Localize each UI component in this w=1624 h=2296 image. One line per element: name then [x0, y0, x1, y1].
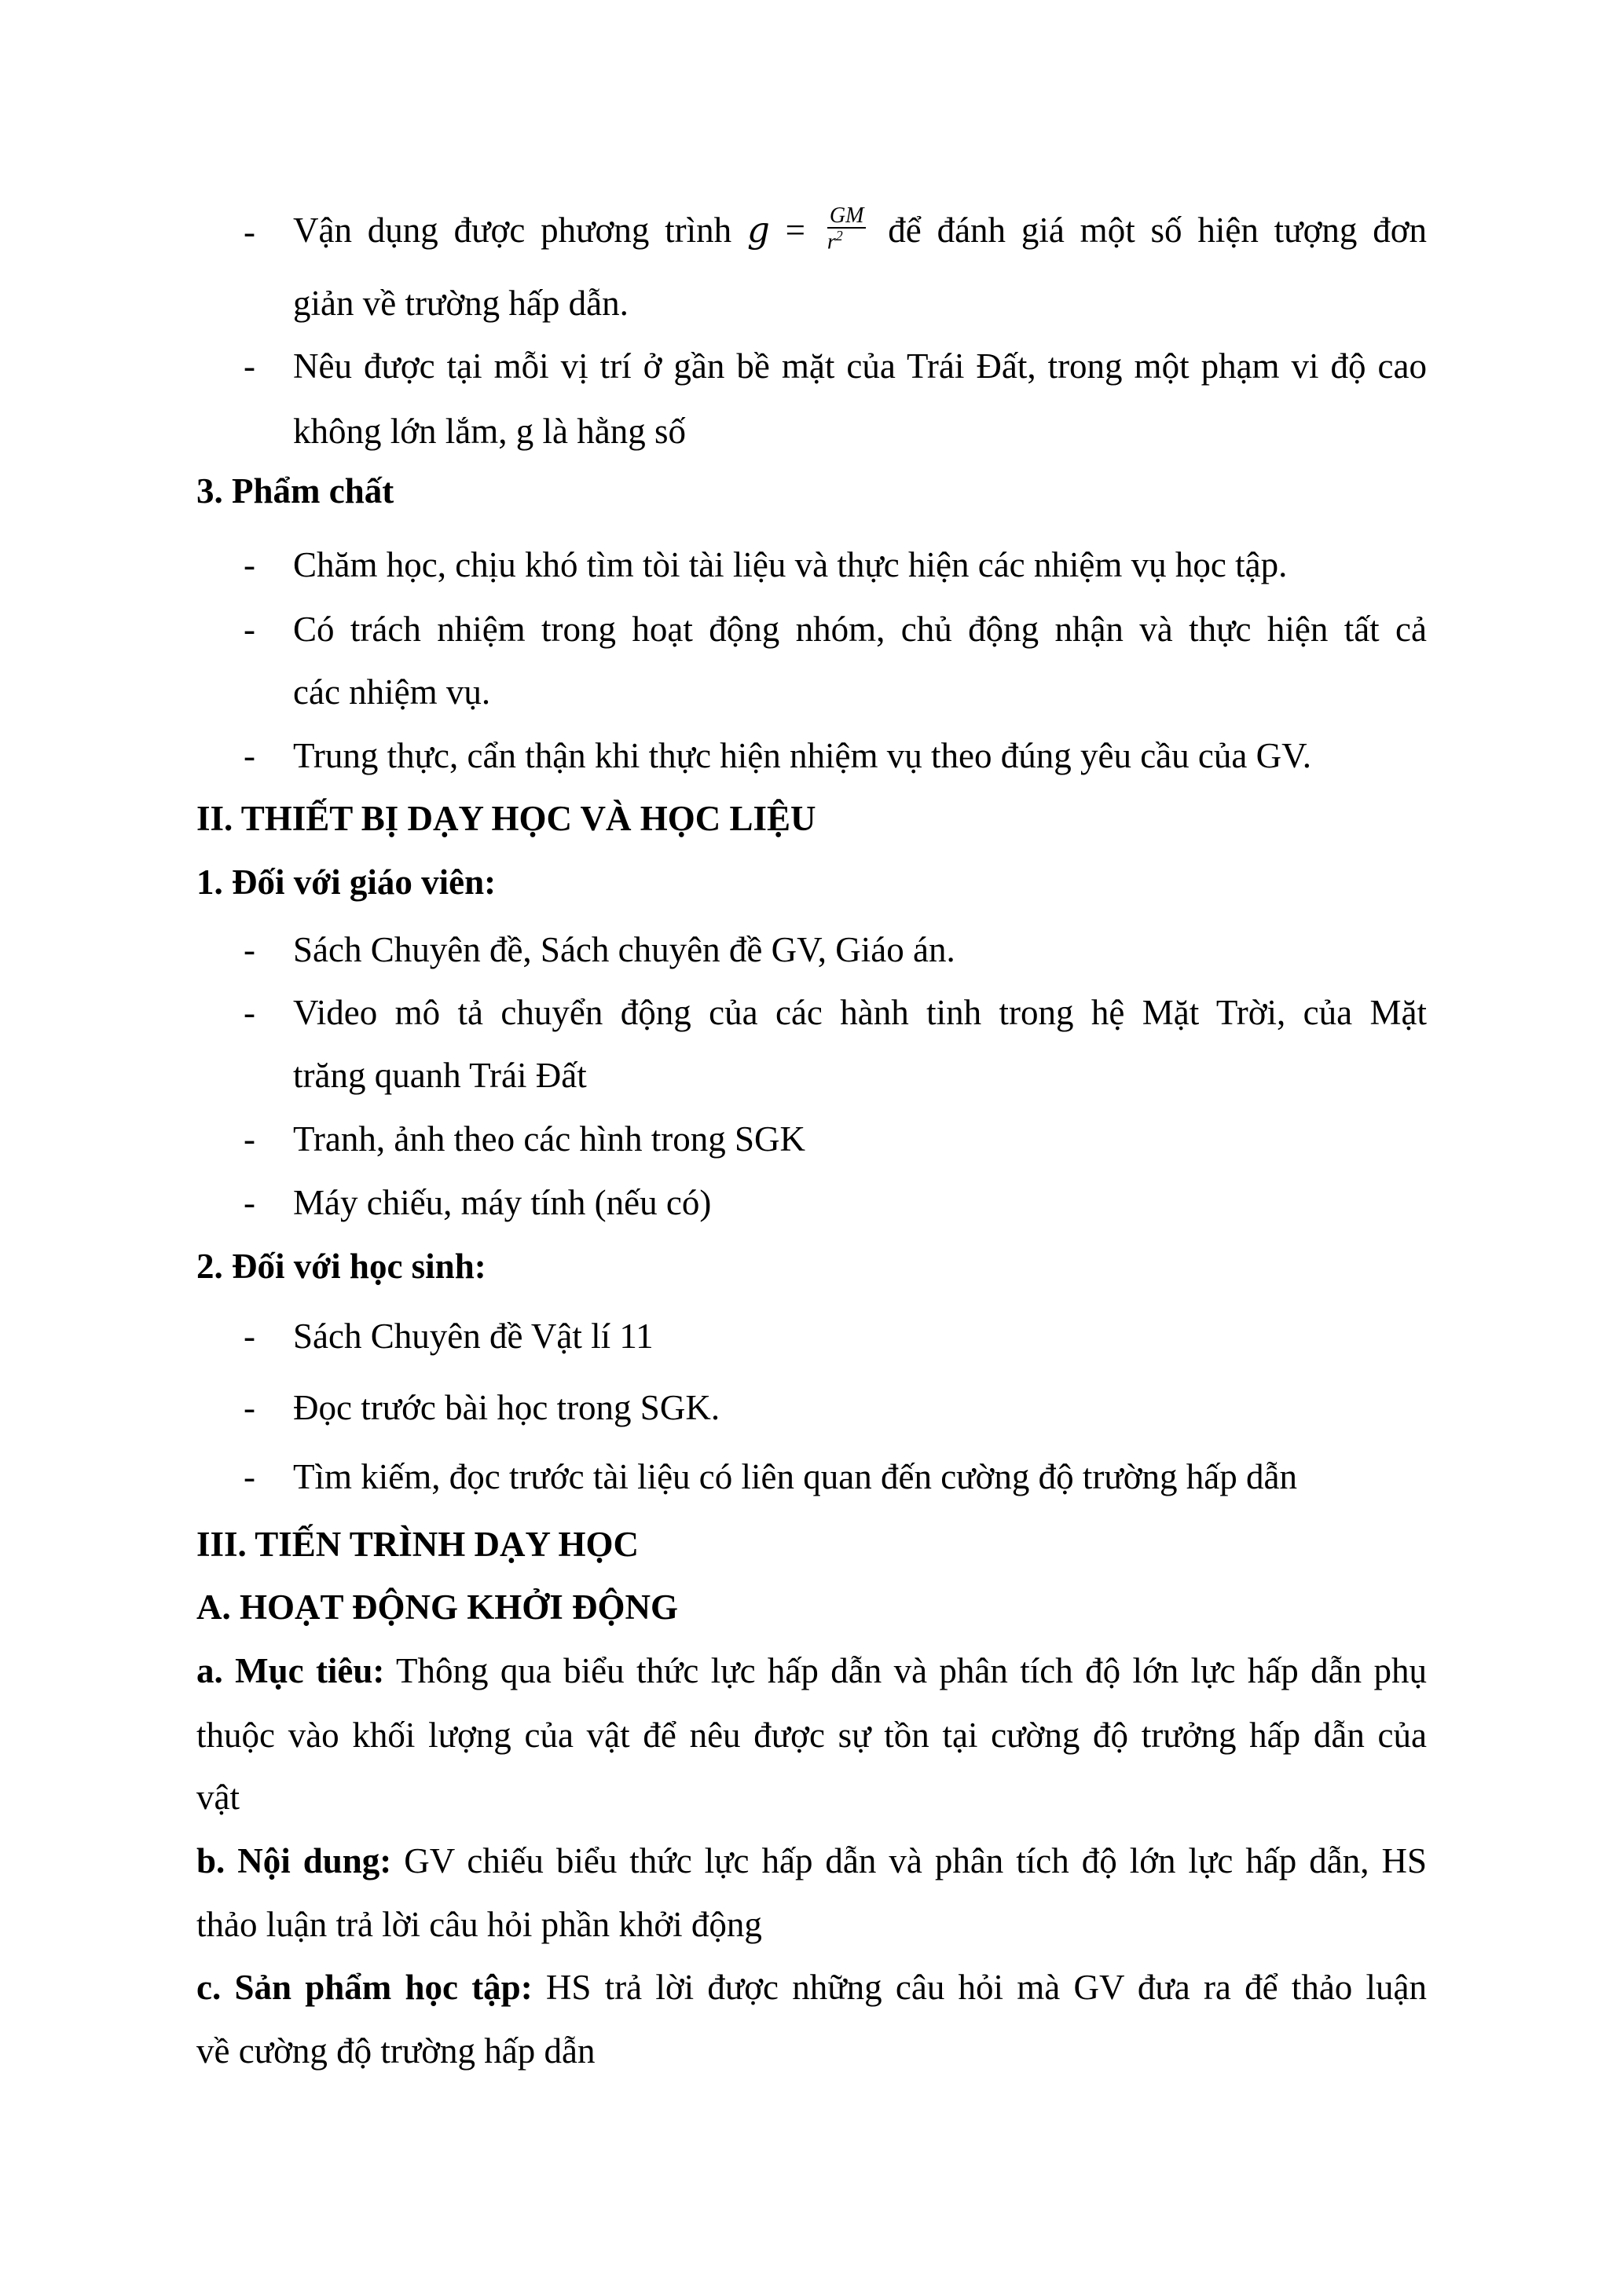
fraction-base: r: [827, 229, 836, 255]
activity-heading: A. HOẠT ĐỘNG KHỞI ĐỘNG: [196, 1587, 678, 1627]
san-pham-label: c. Sản phẩm học tập:: [196, 1968, 533, 2007]
bullet-text: Có trách nhiệm trong hoạt động nhóm, chủ động nhận và thực hiện tất cả: [293, 610, 1427, 649]
bullet-text-line2: các nhiệm vụ.: [293, 672, 491, 712]
noi-dung-line2: thảo luận trả lời câu hỏi phần khởi động: [196, 1905, 762, 1944]
muc-tieu-label: a. Mục tiêu:: [196, 1651, 385, 1690]
bullet-text-line2: không lớn lắm, g là hằng số: [293, 412, 686, 451]
muc-tieu-line1: [196, 1653, 1427, 1689]
bullet-dash: -: [244, 993, 255, 1032]
san-pham-text: HS trả lời được những câu hỏi mà GV đưa ra để thảo luận: [532, 1968, 1427, 2007]
bullet-text: Tìm kiếm, đọc trước tài liệu có liên quan đến cường độ trường hấp dẫn: [293, 1457, 1297, 1496]
bullet-dash: -: [244, 1183, 255, 1222]
bullet-dash: -: [244, 212, 255, 251]
bullet-text: Video mô tả chuyển động của các hành tinh trong hệ Mặt Trời, của Mặt: [293, 993, 1427, 1032]
section-heading-pham-chat: 3. Phẩm chất: [196, 471, 394, 511]
bullet-text: Sách Chuyên đề Vật lí 11: [293, 1316, 654, 1356]
bullet-text: Nêu được tại mỗi vị trí ở gần bề mặt của Trái Đất, trong một phạm vi độ cao: [293, 346, 1427, 386]
fraction-numerator: GM: [827, 204, 867, 229]
bullet-dash: -: [244, 1119, 255, 1159]
section-heading-thiet-bi: II. THIẾT BỊ DẠY HỌC VÀ HỌC LIỆU: [196, 799, 816, 838]
subheading-giao-vien: 1. Đối với giáo viên:: [196, 862, 497, 902]
san-pham-line2: về cường độ trường hấp dẫn: [196, 2031, 596, 2071]
equation-lhs: g: [746, 208, 770, 251]
bullet-dash: -: [244, 1388, 255, 1427]
bullet-text: Đọc trước bài học trong SGK.: [293, 1388, 720, 1427]
bullet-text: Máy chiếu, máy tính (nếu có): [293, 1183, 712, 1222]
bullet-dash: -: [244, 736, 255, 775]
bullet-dash: -: [244, 930, 255, 969]
bullet-text-line2: giản về trường hấp dẫn.: [293, 284, 629, 323]
equation-fraction: [827, 204, 867, 254]
bullet-text: Tranh, ảnh theo các hình trong SGK: [293, 1119, 805, 1159]
bullet-text: Chăm học, chịu khó tìm tòi tài liệu và thực hiện các nhiệm vụ học tập.: [293, 545, 1288, 584]
bullet-dash: -: [244, 1316, 255, 1356]
fraction-exponent: 2: [835, 228, 843, 244]
subheading-hoc-sinh: 2. Đối với học sinh:: [196, 1247, 486, 1286]
san-pham-line1: [196, 1970, 1427, 2005]
noi-dung-label: b. Nội dung:: [196, 1841, 392, 1880]
bullet-dash: -: [244, 1457, 255, 1496]
section-heading-tien-trinh: III. TIẾN TRÌNH DẠY HỌC: [196, 1525, 640, 1564]
bullet-text: Trung thực, cẩn thận khi thực hiện nhiệm vụ theo đúng yêu cầu của GV.: [293, 736, 1312, 775]
bullet-dash: -: [244, 545, 255, 584]
noi-dung-text: GV chiếu biểu thức lực hấp dẫn và phân tích độ lớn lực hấp dẫn, HS: [391, 1841, 1428, 1880]
bullet-equation-line: [293, 203, 1428, 258]
bullet-text-line2: trăng quanh Trái Đất: [293, 1056, 587, 1095]
muc-tieu-text: Thông qua biểu thức lực hấp dẫn và phân tích độ lớn lực hấp dẫn phụ: [384, 1651, 1427, 1690]
equation-sign: =: [785, 210, 806, 250]
bullet-text-continued: để đánh giá một số hiện tượng đơn: [872, 210, 1428, 250]
muc-tieu-line3: vật: [196, 1778, 240, 1817]
muc-tieu-line2: thuộc vào khối lượng của vật để nêu được sự tồn tại cường độ trưởng hấp dẫn của: [196, 1716, 1427, 1755]
noi-dung-line1: [196, 1841, 1428, 1880]
fraction-denominator: [827, 229, 867, 254]
bullet-dash: -: [244, 346, 255, 386]
bullet-text: Sách Chuyên đề, Sách chuyên đề GV, Giáo án.: [293, 930, 955, 969]
bullet-dash: -: [244, 610, 255, 649]
bullet-text: Vận dụng được phương trình: [293, 210, 747, 250]
